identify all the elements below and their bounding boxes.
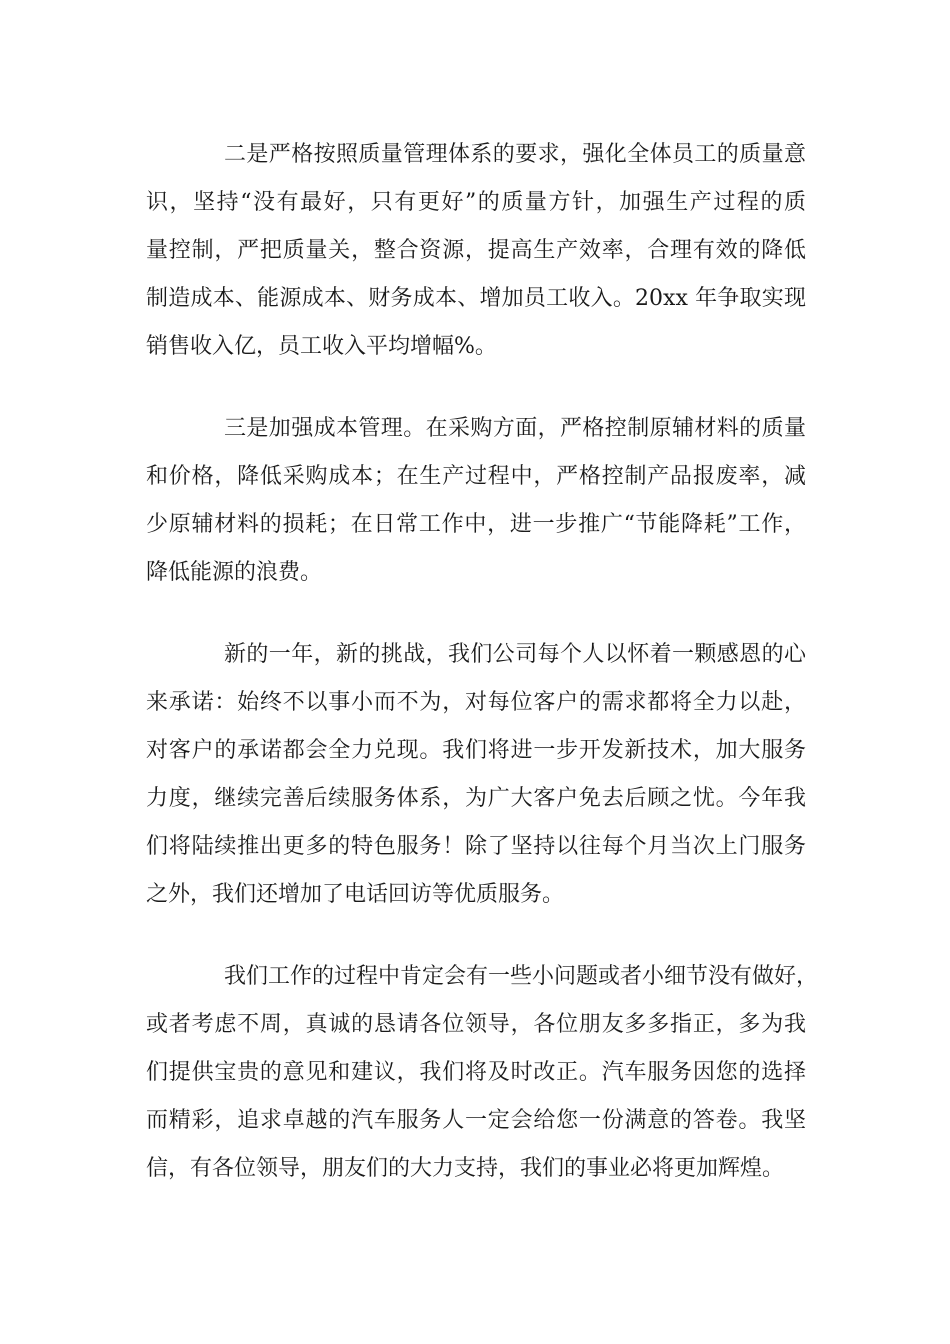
- text-line: 降低能源的浪费。: [146, 560, 323, 585]
- text-line: 之外，我们还增加了电话回访等优质服务。: [146, 882, 565, 907]
- text-line: 制造成本、能源成本、财务成本、增加员工收入。20xx 年争取实现: [146, 286, 806, 311]
- paragraph-closing-remarks: [146, 953, 819, 1193]
- text-line: 新的一年，新的挑战，我们公司每个人以怀着一颗感恩的心: [224, 642, 806, 667]
- text-line: 信，有各位领导，朋友们的大力支持，我们的事业必将更加辉煌。: [146, 1156, 785, 1181]
- text-line: 来承诺：始终不以事小而不为，对每位客户的需求都将全力以赴，: [146, 690, 806, 715]
- text-line: 们将陆续推出更多的特色服务！除了坚持以往每个月当次上门服务: [146, 834, 806, 859]
- paragraph-cost-management: [146, 405, 806, 597]
- text-line: 我们工作的过程中肯定会有一些小问题或者小细节没有做好，: [224, 964, 819, 989]
- paragraph-quality-management: [146, 131, 806, 371]
- text-line: 们提供宝贵的意见和建议，我们将及时改正。汽车服务因您的选择: [146, 1060, 806, 1085]
- text-line: 力度，继续完善后续服务体系，为广大客户免去后顾之忧。今年我: [146, 786, 806, 811]
- paragraph-spacer: [146, 597, 806, 631]
- text-line: 三是加强成本管理。在采购方面，严格控制原辅材料的质量: [224, 416, 806, 441]
- document-body: [146, 131, 819, 1193]
- text-line: 和价格，降低采购成本；在生产过程中，严格控制产品报废率，减: [146, 464, 806, 489]
- text-line: 二是严格按照质量管理体系的要求，强化全体员工的质量意: [224, 142, 806, 167]
- text-line: 识，坚持“没有最好，只有更好”的质量方针，加强生产过程的质: [146, 190, 806, 215]
- text-line: 或者考虑不周，真诚的恳请各位领导，各位朋友多多指正，多为我: [146, 1012, 806, 1037]
- text-line: 而精彩，追求卓越的汽车服务人一定会给您一份满意的答卷。我坚: [146, 1108, 806, 1133]
- text-line: 对客户的承诺都会全力兑现。我们将进一步开发新技术，加大服务: [146, 738, 806, 763]
- paragraph-spacer: [146, 371, 806, 405]
- paragraph-new-year-commitment: [146, 631, 806, 919]
- paragraph-spacer: [146, 919, 806, 953]
- text-line: 量控制，严把质量关，整合资源，提高生产效率，合理有效的降低: [146, 238, 806, 263]
- text-line: 少原辅材料的损耗；在日常工作中，进一步推广“节能降耗”工作，: [146, 512, 806, 537]
- text-line: 销售收入亿，员工收入平均增幅%。: [146, 334, 497, 359]
